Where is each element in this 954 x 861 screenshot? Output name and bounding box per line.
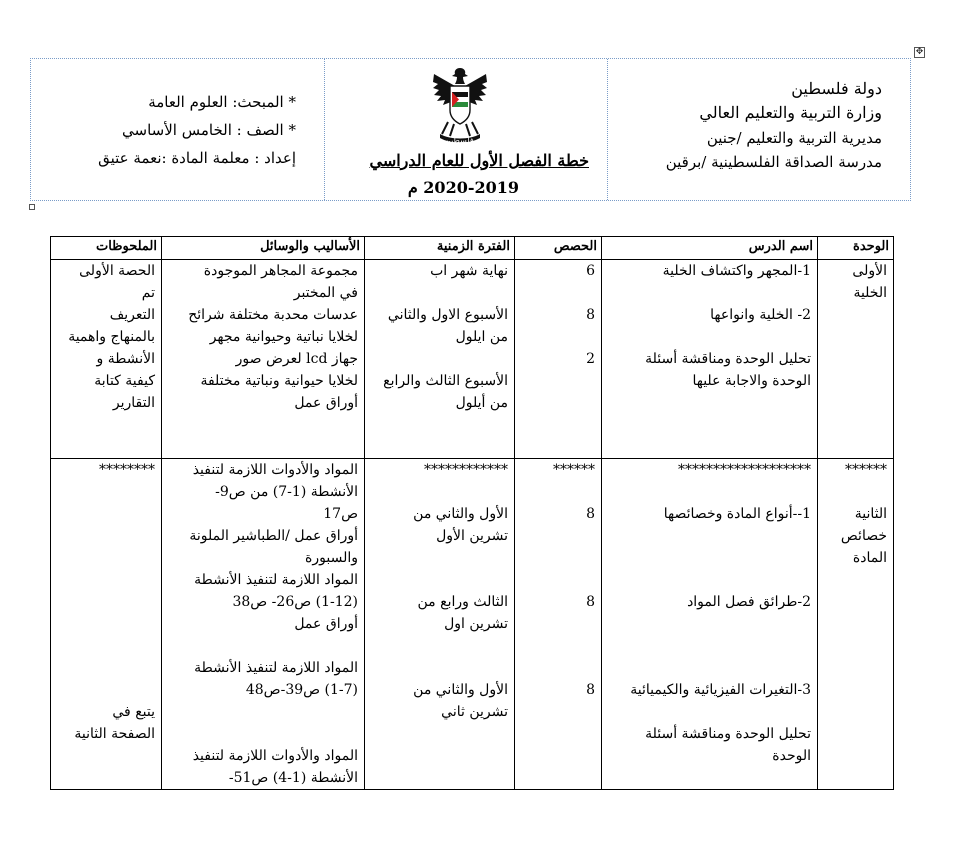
- subject-block: [31, 59, 324, 200]
- methods-cell: [162, 260, 365, 459]
- time-text: الأسبوع الثالث والرابع: [383, 373, 508, 389]
- lesson-name: 1--أنواع المادة وخصائصها: [663, 506, 811, 522]
- method-text: والسبورة: [305, 550, 358, 566]
- unit-title: خصائص: [840, 528, 887, 544]
- table-row: [51, 459, 894, 790]
- school-name: مدرسة الصداقة الفلسطينية /برقين: [665, 153, 882, 171]
- subject-line: * المبحث: العلوم العامة: [148, 93, 296, 111]
- unit-title: الخلية: [853, 285, 887, 301]
- table-move-handle[interactable]: ✥: [915, 47, 924, 57]
- note-text: بالمنهاج واهمية: [68, 329, 155, 345]
- unit-cell: [818, 459, 894, 790]
- method-text: الأنشطة (1-4) ص51-: [228, 770, 358, 786]
- method-text: ص17: [323, 506, 358, 522]
- unit-title: المادة: [852, 550, 887, 566]
- col-header-lesson: اسم الدرس: [602, 237, 818, 260]
- method-text: لخلايا نباتية وحيوانية مجهر: [209, 329, 358, 345]
- lesson-name: 2-طرائق فصل المواد: [687, 594, 811, 610]
- ministry-name: وزارة التربية والتعليم العالي: [699, 103, 882, 122]
- method-text: الأنشطة (1-7) من ص9-: [215, 484, 358, 500]
- lesson-name: الوحدة والاجابة عليها: [692, 373, 811, 389]
- notes-cell: [51, 459, 162, 790]
- semester-plan-table: [50, 236, 894, 790]
- separator-stars: ******: [845, 462, 887, 478]
- prepared-by-line: إعداد : معلمة المادة :نعمة عتيق: [98, 149, 296, 167]
- unit-number: الأولى: [852, 263, 887, 279]
- method-text: المواد والأدوات اللازمة لتنفيذ: [192, 748, 358, 764]
- method-text: في المختبر: [293, 285, 358, 301]
- time-text: تشرين ثاني: [441, 704, 508, 720]
- method-text: المواد اللازمة لتنفيذ الأنشطة: [194, 572, 358, 588]
- plan-year: 2020-2019 م: [407, 178, 519, 197]
- separator-stars: *******************: [678, 462, 811, 478]
- time-text: نهاية شهر اب: [430, 263, 508, 279]
- table-header-row: [51, 237, 894, 260]
- periods-cell: [515, 260, 602, 459]
- directorate-name: مديرية التربية والتعليم /جنين: [706, 129, 882, 147]
- time-text: من ايلول: [455, 329, 508, 345]
- col-header-notes: الملحوظات: [51, 237, 162, 260]
- col-header-periods: الحصص: [515, 237, 602, 260]
- notes-cell: [51, 260, 162, 459]
- col-header-methods: الأساليب والوسائل: [162, 237, 365, 260]
- method-text: مجموعة المجاهر الموجودة: [203, 263, 358, 279]
- title-block: [325, 59, 607, 200]
- time-text: الثالث ورابع من: [417, 594, 508, 610]
- method-text: أوراق عمل: [294, 616, 358, 632]
- lesson-cell: [602, 260, 818, 459]
- ministry-block: [605, 59, 910, 200]
- col-header-time: الفترة الزمنية: [365, 237, 515, 260]
- table-row: [51, 260, 894, 459]
- unit-number: الثانية: [854, 506, 887, 522]
- periods-cell: [515, 459, 602, 790]
- time-text: الأسبوع الاول والثاني: [387, 307, 508, 323]
- note-text: الحصة الأولى: [79, 263, 155, 279]
- time-text: الأول والثاني من: [413, 682, 508, 698]
- time-text: الأول والثاني من: [413, 506, 508, 522]
- lesson-name: 1-المجهر واكتشاف الخلية: [662, 263, 811, 279]
- method-text: عدسات محدبة مختلفة شرائح: [188, 307, 358, 323]
- methods-cell: [162, 459, 365, 790]
- note-text: تم: [141, 285, 155, 301]
- method-text: أوراق عمل /الطباشير الملونة: [189, 528, 358, 544]
- period-count: 8: [586, 307, 595, 323]
- palestine-eagle-emblem-icon: [430, 64, 490, 144]
- time-cell: [365, 459, 515, 790]
- separator-stars: ************: [424, 462, 508, 478]
- lesson-name: تحليل الوحدة ومناقشة أسئلة: [645, 726, 811, 742]
- plan-title: خطة الفصل الأول للعام الدراسي: [369, 151, 589, 170]
- period-count: 8: [586, 506, 595, 522]
- method-text: (1-7) ص39-ص48: [245, 682, 358, 698]
- period-count: 2: [586, 351, 595, 367]
- separator-stars: ********: [99, 462, 155, 478]
- lesson-name: تحليل الوحدة ومناقشة أسئلة: [645, 351, 811, 367]
- emblem-label: فلسطين: [445, 136, 474, 145]
- state-name: دولة فلسطين: [791, 79, 882, 98]
- time-text: تشرين الأول: [436, 528, 508, 544]
- method-text: أوراق عمل: [294, 395, 358, 411]
- method-text: المواد اللازمة لتنفيذ الأنشطة: [194, 660, 358, 676]
- table-resize-handle[interactable]: [29, 204, 35, 210]
- period-count: 8: [586, 594, 595, 610]
- period-count: 8: [586, 682, 595, 698]
- lesson-cell: [602, 459, 818, 790]
- grade-line: * الصف : الخامس الأساسي: [122, 121, 296, 139]
- note-text: التعريف: [109, 307, 155, 323]
- method-text: (1-12) ص26- ص38: [232, 594, 358, 610]
- time-text: تشرين اول: [444, 616, 508, 632]
- period-count: 6: [586, 263, 595, 279]
- time-text: من أيلول: [455, 395, 508, 411]
- method-text: لخلايا حيوانية ونباتية مختلفة: [200, 373, 358, 389]
- lesson-name: الوحدة: [772, 748, 811, 764]
- lesson-name: 2- الخلية وانواعها: [710, 307, 811, 323]
- separator-stars: ******: [553, 462, 595, 478]
- note-text: كيفية كتابة: [94, 373, 155, 389]
- unit-cell: [818, 260, 894, 459]
- lesson-name: 3-التغيرات الفيزيائية والكيميائية: [630, 682, 811, 698]
- col-header-unit: الوحدة: [818, 237, 894, 260]
- method-text: جهاز lcd لعرض صور: [235, 351, 358, 367]
- method-text: المواد والأدوات اللازمة لتنفيذ: [192, 462, 358, 478]
- header-table: [30, 58, 911, 201]
- note-text: يتبع في: [112, 704, 155, 720]
- note-text: التقارير: [112, 395, 155, 411]
- note-text: الصفحة الثانية: [74, 726, 155, 742]
- time-cell: [365, 260, 515, 459]
- note-text: الأنشطة و: [96, 351, 155, 367]
